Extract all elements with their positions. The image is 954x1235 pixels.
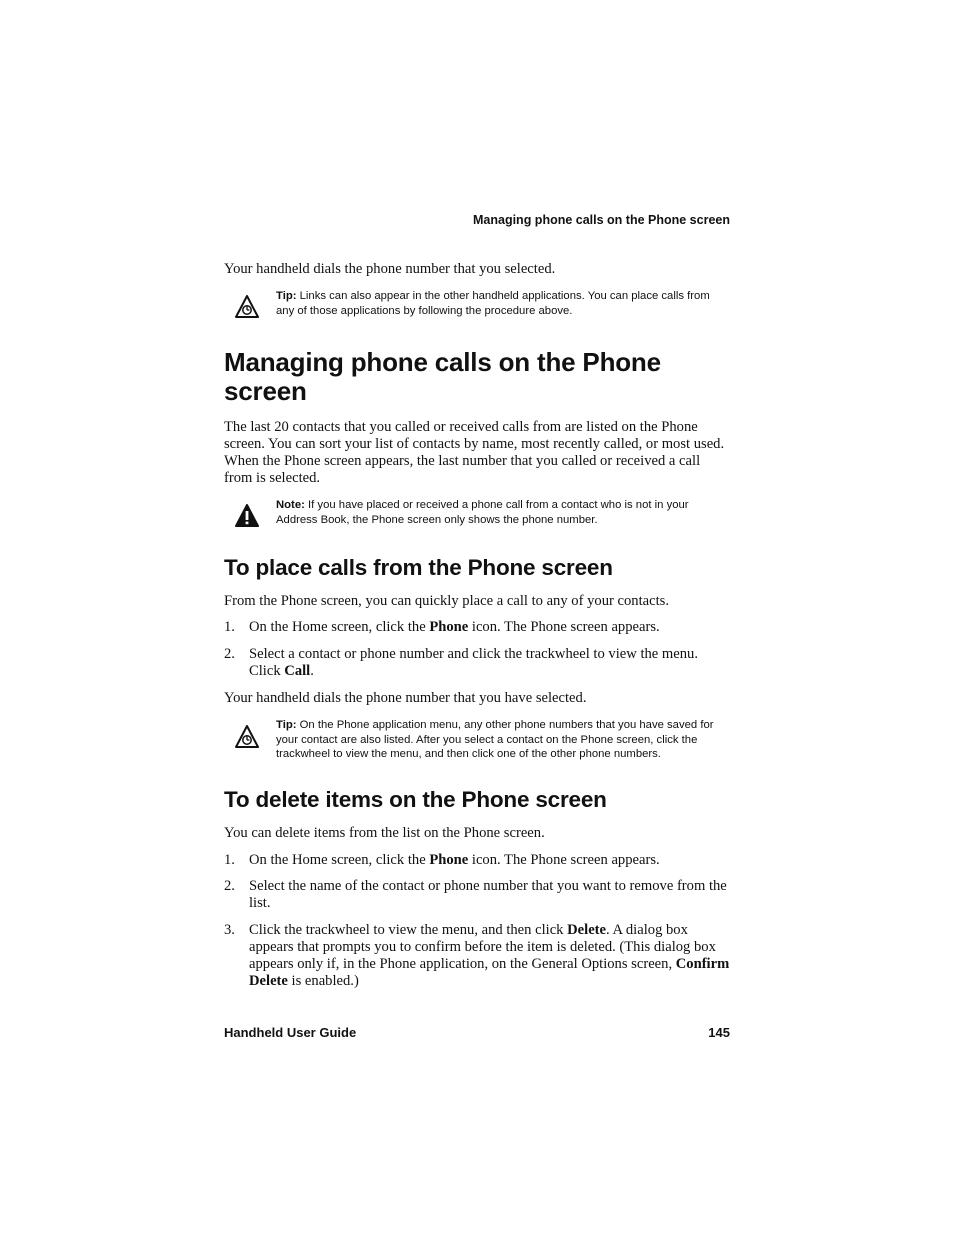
place-calls-intro: From the Phone screen, you can quickly place a call to any of your contacts. bbox=[224, 593, 669, 609]
section-heading-delete-items: To delete items on the Phone screen bbox=[224, 787, 607, 812]
step-text bbox=[249, 646, 731, 680]
section-paragraph: The last 20 contacts that you called or received calls from are listed on the Phone screen. You can sort your list of contacts by name, most recently called, or most used. When the Phone screen appears, the last number that you called or received a call from is selected. bbox=[224, 419, 725, 486]
tip-icon bbox=[234, 294, 260, 320]
step-text bbox=[249, 922, 731, 990]
step-text-pre: On the Home screen, click the bbox=[249, 852, 430, 868]
step-text-pre: Select a contact or phone number and click the trackwheel to view the menu. Click bbox=[249, 646, 698, 679]
tip-label: Tip: bbox=[276, 290, 297, 302]
step-number: 1. bbox=[224, 619, 235, 635]
page-number: 145 bbox=[708, 1025, 730, 1040]
step-text-post: is enabled.) bbox=[287, 973, 359, 989]
note-text bbox=[276, 498, 731, 527]
step-text-bold: Phone bbox=[429, 852, 469, 868]
step-number: 2. bbox=[224, 646, 235, 662]
step-text-bold: Phone bbox=[429, 619, 469, 635]
footer-guide-title: Handheld User Guide bbox=[224, 1025, 357, 1040]
step-text-bold: Delete bbox=[567, 922, 607, 938]
tip-text bbox=[276, 718, 731, 762]
step-text: Select the name of the contact or phone number that you want to remove from the list. bbox=[249, 878, 727, 911]
note-label: Note: bbox=[276, 499, 305, 511]
tip-label: Tip: bbox=[276, 719, 297, 731]
section-heading-managing-calls: Managing phone calls on the Phone screen bbox=[224, 347, 661, 406]
warning-icon bbox=[234, 503, 260, 529]
delete-items-intro: You can delete items from the list on the Phone screen. bbox=[224, 825, 545, 841]
step-text-pre: Click the trackwheel to view the menu, and then click bbox=[249, 922, 568, 938]
step-text bbox=[249, 619, 731, 636]
place-calls-outro: Your handheld dials the phone number that you have selected. bbox=[224, 690, 587, 706]
step-number: 2. bbox=[224, 878, 235, 894]
step-text bbox=[249, 852, 731, 869]
tip-icon bbox=[234, 724, 260, 750]
note-body: If you have placed or received a phone call from a contact who is not in your Address Book, the Phone screen only shows the phone number. bbox=[276, 499, 689, 526]
step-text-mid: . A dialog box appears that prompts you to confirm before the item is deleted. (This dialog box appears only if, in the Phone application, on the General Options screen, bbox=[249, 922, 716, 972]
step-text-post: icon. The Phone screen appears. bbox=[468, 619, 660, 635]
step-number: 3. bbox=[224, 922, 235, 938]
tip-body: Links can also appear in the other handheld applications. You can place calls from any of those applications by following the procedure above. bbox=[276, 290, 710, 317]
step-text-bold: Confirm Delete bbox=[249, 956, 730, 989]
section-heading-place-calls: To place calls from the Phone screen bbox=[224, 555, 613, 580]
tip-text bbox=[276, 289, 731, 318]
step-number: 1. bbox=[224, 852, 235, 868]
step-text-post: icon. The Phone screen appears. bbox=[468, 852, 660, 868]
step-text-post: . bbox=[310, 663, 314, 679]
step-text-pre: On the Home screen, click the bbox=[249, 619, 430, 635]
running-header: Managing phone calls on the Phone screen bbox=[473, 213, 730, 227]
step-text-bold: Call bbox=[284, 663, 311, 679]
tip-body: On the Phone application menu, any other phone numbers that you have saved for your contact are also listed. After you select a contact on the Phone screen, click the trackwheel to view the menu, and then click one of the other phone numbers. bbox=[276, 719, 714, 761]
intro-line: Your handheld dials the phone number that you selected. bbox=[224, 261, 556, 277]
